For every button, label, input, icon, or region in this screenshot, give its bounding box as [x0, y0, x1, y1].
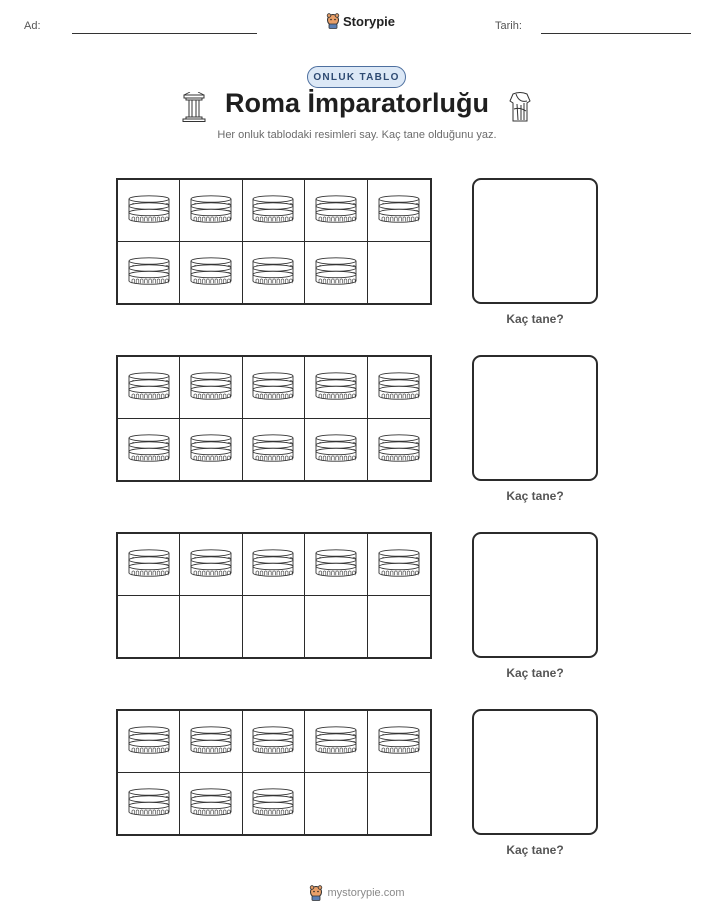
ten-frame-cell-filled [118, 357, 180, 419]
answer-label: Kaç tane? [506, 843, 564, 857]
colosseum-icon [189, 372, 233, 402]
ten-frame-cell-filled [368, 357, 430, 419]
toga-icon [508, 91, 532, 123]
colosseum-icon [127, 372, 171, 402]
colosseum-icon [127, 549, 171, 579]
answer-box[interactable] [472, 178, 598, 304]
colosseum-icon [377, 549, 421, 579]
ten-frame-cell-filled [243, 773, 305, 835]
colosseum-icon [251, 195, 295, 225]
colosseum-icon [314, 195, 358, 225]
answer-label: Kaç tane? [506, 666, 564, 680]
answer-box[interactable] [472, 532, 598, 658]
date-line[interactable] [541, 33, 691, 34]
ten-frame-cell-filled [180, 242, 242, 304]
colosseum-icon [251, 549, 295, 579]
colosseum-icon [189, 788, 233, 818]
brand-logo [326, 13, 395, 29]
ten-frame-cell-filled [118, 180, 180, 242]
colosseum-icon [251, 434, 295, 464]
ten-frame-cell-filled [180, 773, 242, 835]
name-line[interactable] [72, 33, 257, 34]
footer-url[interactable]: mystorypie.com [327, 887, 405, 899]
ten-frame-cell-filled [368, 180, 430, 242]
ten-frame-cell-empty [368, 242, 430, 304]
date-label: Tarih: [495, 20, 522, 32]
colosseum-icon [251, 372, 295, 402]
page-title: Roma İmparatorluğu [224, 88, 490, 118]
ten-frame-cell-filled [180, 180, 242, 242]
answer-label: Kaç tane? [506, 312, 564, 326]
ten-frame-cell-filled [180, 357, 242, 419]
colosseum-icon [189, 195, 233, 225]
ten-frame-cell-filled [305, 711, 367, 773]
ten-frame-cell-filled [243, 357, 305, 419]
brand-name: Storypie [343, 13, 396, 29]
ten-frame-cell-filled [368, 419, 430, 481]
ten-frame-cell-filled [180, 534, 242, 596]
ten-frame-cell-filled [368, 711, 430, 773]
ten-frame-cell-filled [243, 242, 305, 304]
ten-frame-cell-filled [243, 711, 305, 773]
ten-frame-cell-empty [368, 596, 430, 658]
colosseum-icon [189, 549, 233, 579]
colosseum-icon [251, 726, 295, 756]
ten-frame-cell-filled [243, 534, 305, 596]
colosseum-icon [314, 372, 358, 402]
ten-frame [116, 178, 432, 305]
ten-frame-cell-filled [305, 242, 367, 304]
colosseum-icon [127, 195, 171, 225]
colosseum-icon [377, 726, 421, 756]
ten-frame-cell-filled [368, 534, 430, 596]
ten-frame-cell-empty [368, 773, 430, 835]
colosseum-icon [127, 257, 171, 287]
colosseum-icon [127, 434, 171, 464]
ten-frame [116, 709, 432, 836]
ten-frame-cell-empty [118, 596, 180, 658]
ten-frame-cell-filled [243, 419, 305, 481]
colosseum-icon [377, 372, 421, 402]
storypie-mascot-icon [309, 885, 323, 901]
colosseum-icon [127, 726, 171, 756]
ten-frame-cell-filled [305, 357, 367, 419]
ten-frame-cell-filled [180, 419, 242, 481]
ten-frame-cell-filled [305, 419, 367, 481]
ten-frame-cell-filled [118, 711, 180, 773]
colosseum-icon [377, 434, 421, 464]
ten-frame-cell-empty [243, 596, 305, 658]
ten-frame-cell-empty [305, 773, 367, 835]
answer-box[interactable] [472, 355, 598, 481]
colosseum-icon [314, 549, 358, 579]
colosseum-icon [314, 257, 358, 287]
answer-box[interactable] [472, 709, 598, 835]
colosseum-icon [377, 195, 421, 225]
ten-frame-cell-filled [305, 180, 367, 242]
footer [0, 885, 714, 901]
instructions: Her onluk tablodaki resimleri say. Kaç tane olduğunu yaz. [217, 129, 497, 141]
ten-frame-cell-filled [180, 711, 242, 773]
colosseum-icon [314, 434, 358, 464]
ten-frame-cell-empty [305, 596, 367, 658]
ten-frame [116, 532, 432, 659]
ten-frame-cell-filled [118, 534, 180, 596]
answer-label: Kaç tane? [506, 489, 564, 503]
worksheet-type-badge: ONLUK TABLO [307, 66, 406, 88]
ten-frame-cell-empty [180, 596, 242, 658]
colosseum-icon [189, 726, 233, 756]
storypie-mascot-icon [326, 13, 340, 29]
ten-frame-cell-filled [305, 534, 367, 596]
colosseum-icon [251, 257, 295, 287]
ten-frame-cell-filled [118, 773, 180, 835]
colosseum-icon [251, 788, 295, 818]
ten-frame-cell-filled [118, 419, 180, 481]
ten-frame [116, 355, 432, 482]
colosseum-icon [314, 726, 358, 756]
ten-frame-cell-filled [243, 180, 305, 242]
colosseum-icon [127, 788, 171, 818]
colosseum-icon [189, 434, 233, 464]
ten-frame-cell-filled [118, 242, 180, 304]
name-label: Ad: [24, 20, 41, 32]
colosseum-icon [189, 257, 233, 287]
